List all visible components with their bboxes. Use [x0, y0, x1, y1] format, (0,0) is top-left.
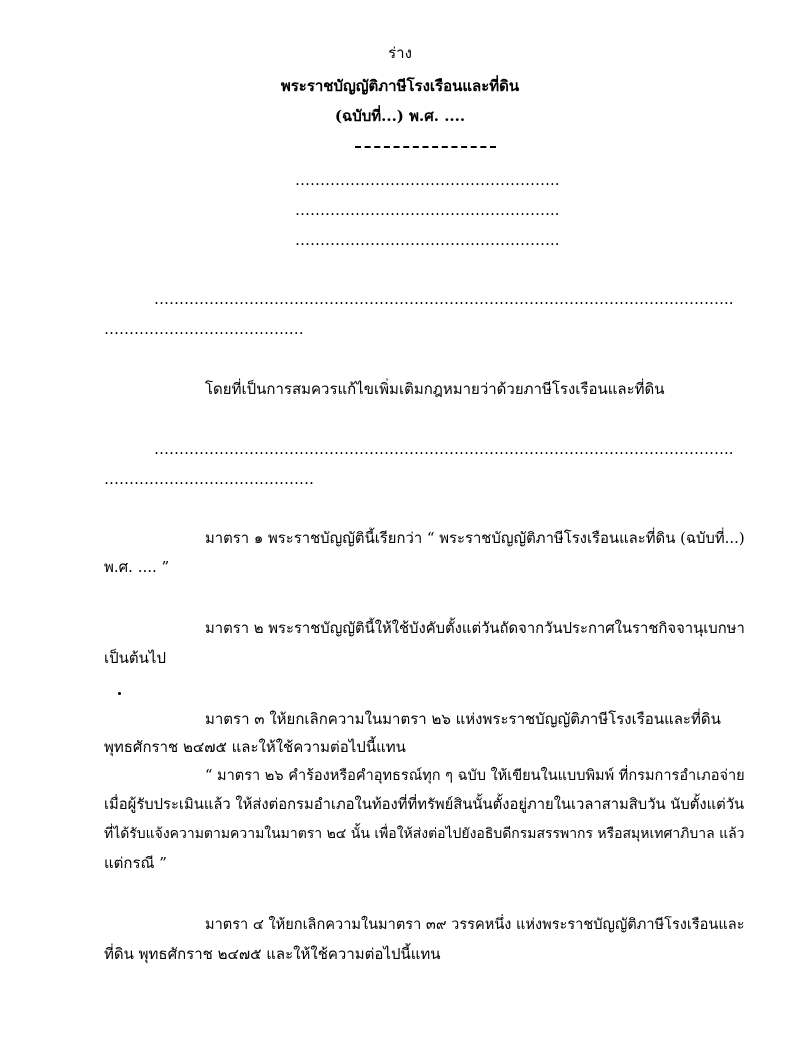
act-title: พระราชบัญญัติภาษีโรงเรือนและที่ดิน [280, 77, 520, 95]
section-2-line-1: มาตรา ๒ พระราชบัญญัตินี้ให้ใช้บังคับตั้งแต่วันถัดจากวันประกาศในราชกิจจานุเบกษา [205, 620, 745, 637]
reason-statement: โดยที่เป็นการสมควรแก้ไขเพิ่มเติมกฎหมายว่าด้วยภาษีโรงเรือนและที่ดิน [205, 380, 665, 398]
preamble-line-1: …………………………………………………………………………………………………….. [154, 290, 734, 308]
act-edition: (ฉบับที่...) พ.ศ. .... [334, 107, 466, 125]
section-4-line-2: ที่ดิน พุทธศักราช ๒๔๗๕ และให้ใช้ความต่อไปนี้แทน [104, 945, 441, 963]
draft-label: ร่าง [388, 44, 412, 62]
section-3-quote-line-2: เมื่อผู้รับประเมินแล้ว ให้ส่งต่อกรมอำเภอในท้องที่ที่ทรัพย์สินนั้นตั้งอยู่ภายในเวลาสามสิบวัน นับตั้งแต่วัน [104, 796, 745, 813]
section-3-quote-line-4: แต่กรณี ” [104, 854, 167, 872]
section-2-line-2: เป็นต้นไป [104, 649, 166, 667]
section-1-line-1: มาตรา ๑ พระราชบัญญัตินี้เรียกว่า “ พระราชบัญญัติภาษีโรงเรือนและที่ดิน (ฉบับที่...) [205, 529, 745, 547]
signature-line-2: …………………………………………….. [295, 201, 560, 219]
section-3-quote-line-1: “ มาตรา ๒๖ คำร้องหรือคำอุทธรณ์ทุก ๆ ฉบับ ให้เขียนในแบบพิมพ์ ที่กรมการอำเภอจ่าย [205, 768, 745, 784]
enacting-line-1: …………………………………………………………………………………………………….. [154, 440, 734, 458]
section-3-line-1: มาตรา ๓ ให้ยกเลิกความในมาตรา ๒๖ แห่งพระราชบัญญัติภาษีโรงเรือนและที่ดิน [205, 710, 721, 728]
preamble-line-2: ……………………………….… [104, 320, 304, 338]
section-4-line-1: มาตรา ๔ ให้ยกเลิกความในมาตรา ๓๙ วรรคหนึ่ง แห่งพระราชบัญญัติภาษีโรงเรือนและ [205, 916, 745, 933]
signature-line-1: …………………………………………….. [295, 171, 560, 189]
title-separator [355, 146, 496, 148]
enacting-line-2: …………………………………… [104, 470, 314, 488]
signature-line-3: …………………………………………….. [295, 231, 560, 249]
scan-speck [118, 692, 121, 695]
section-1-line-2: พ.ศ. .... ” [104, 558, 170, 576]
section-3-quote-line-3: ที่ได้รับแจ้งความตามความในมาตรา ๒๔ นั้น เพื่อให้ส่งต่อไปยังอธิบดีกรมสรรพากร หรือสมุหเทศาภิบาล แล้ว [104, 826, 745, 842]
section-3-line-2: พุทธศักราช ๒๔๗๕ และให้ใช้ความต่อไปนี้แทน [104, 738, 406, 756]
